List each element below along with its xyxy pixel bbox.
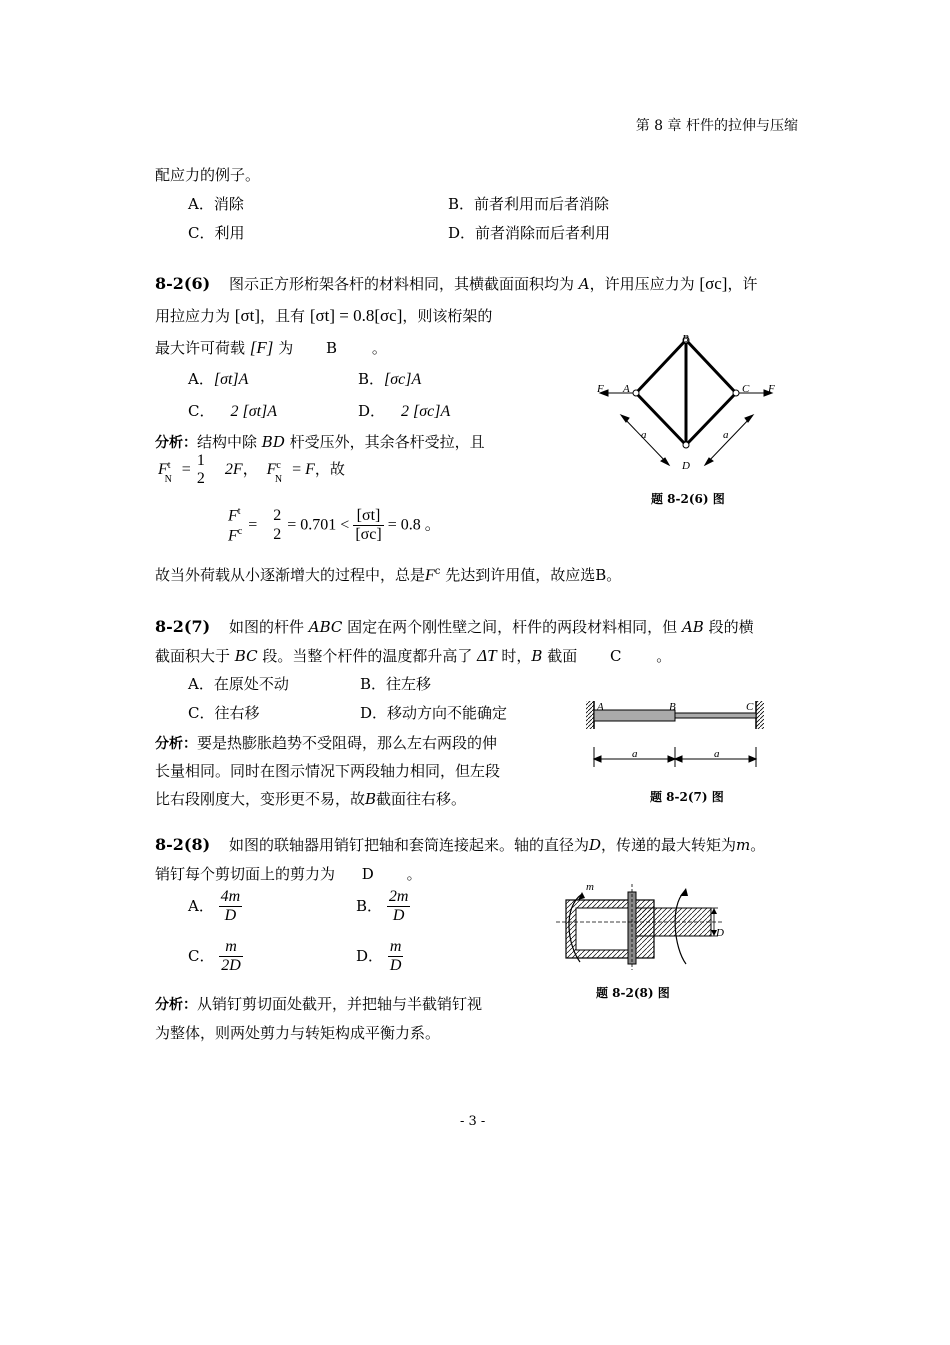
figure-caption-q7: 题 8-2(7) 图 [650, 790, 724, 804]
figure-caption-q6: 题 8-2(6) 图 [651, 492, 725, 506]
label-a-dim-right: a [723, 429, 729, 441]
question-8-2-6: 8-2(6) 图示正方形桁架各杆的材料相同，其横截面面积均为 A，许用压应力为 [σc]，许 [155, 274, 758, 293]
joint-d [683, 442, 689, 448]
label-a-dim-left: a [641, 429, 647, 441]
q8-option-c: C． $\frac{m}{2D}$ [188, 938, 241, 975]
chapter-header: 第 8 章 杆件的拉伸与压缩 [635, 118, 798, 134]
q7-option-b: B．往左移 [360, 675, 432, 693]
label-a-dim-2: a [714, 748, 720, 760]
q6-line3: 最大许可荷载 [F] 为 B 。 [155, 338, 387, 357]
q7-option-c: C．往右移 [188, 704, 260, 722]
q6-conclusion: 故当外荷载从小逐渐增大的过程中，总是$F^c$ 先达到许用值，故应选B。 [155, 566, 622, 584]
pin [628, 892, 636, 964]
bar-figure [580, 695, 775, 775]
label-c: C [746, 701, 754, 713]
q6-option-c: C． 2 [σt]A [188, 402, 278, 420]
label-a: A [597, 701, 604, 713]
q6-equation-2: $F^t$ $F^c$ = 2 2 = 0.701 < $\frac{[\sigma t]}{[\sigma c]}$ = 0.8 。 [228, 506, 441, 545]
q8-analysis-2: 为整体，则两处剪力与转矩构成平衡力系。 [155, 1024, 441, 1042]
label-f-left: F [597, 383, 604, 395]
question-number: 8-2(8) [155, 835, 211, 854]
segment-ab [594, 710, 675, 721]
label-b: B [682, 333, 689, 345]
q8-analysis-1: 分析：从销钉剪切面处截开，并把轴与半截销钉视 [155, 995, 483, 1013]
q6-line2: 用拉应力为 [σt]，且有 [σt] = 0.8[σc]，则该桁架的 [155, 306, 493, 325]
label-m: m [586, 881, 594, 893]
label-d: D [716, 927, 724, 939]
truss-figure [590, 330, 790, 480]
left-wall [586, 701, 594, 729]
answer-q8: D [361, 865, 374, 883]
q6-option-a: A．[σt]A [188, 370, 249, 388]
q6-option-b: B．[σc]A [358, 370, 422, 388]
right-wall [756, 701, 764, 729]
page-number: - 3 - [460, 1114, 486, 1129]
q6-analysis: 分析：结构中除 BD 杆受压外，其余各杆受拉，且 [155, 433, 485, 451]
truss-member-ab [636, 340, 686, 393]
dim-right [706, 416, 752, 464]
intro-option-a: A．消除 [188, 195, 244, 213]
label-b: B [669, 701, 676, 713]
answer-q6: B [326, 339, 338, 357]
joint-c [733, 390, 739, 396]
q8-option-d: D． $\frac{m}{D}$ [356, 938, 402, 975]
q7-analysis-3: 比右段刚度大，变形更不易，故B截面往右移。 [155, 790, 467, 808]
segment-bc [675, 713, 756, 718]
label-f-right: F [768, 383, 775, 395]
question-8-2-8: 8-2(8) 如图的联轴器用销钉把轴和套筒连接起来。轴的直径为D，传递的最大转矩为m。 [155, 835, 766, 854]
q7-option-d: D．移动方向不能确定 [360, 704, 508, 722]
question-8-2-7: 8-2(7) 如图的杆件 ABC 固定在两个刚性壁之间，杆件的两段材料相同，但 AB 段的横 [155, 617, 754, 636]
q7-line2: 截面积大于 BC 段。当整个杆件的温度都升高了 ΔT 时，B 截面 C 。 [155, 646, 672, 665]
q7-option-a: A．在原处不动 [188, 675, 289, 693]
q8-option-a: A． $\frac{4m}{D}$ [188, 888, 241, 925]
q8-option-b: B． $\frac{2m}{D}$ [356, 888, 409, 925]
label-c: C [742, 383, 750, 395]
q7-analysis-2: 长量相同。同时在图示情况下两段轴力相同，但左段 [155, 762, 501, 780]
label-d: D [682, 460, 690, 472]
intro-option-d: D．前者消除而后者利用 [448, 224, 611, 242]
coupling-figure [552, 878, 732, 973]
truss-member-cd [686, 393, 736, 445]
q6-equation-1: $F^t_N$ = 1 2 2F， $F^c_N = F$，故 [158, 452, 345, 488]
label-a-dim-1: a [632, 748, 638, 760]
label-a: A [623, 383, 630, 395]
question-number: 8-2(7) [155, 617, 211, 636]
truss-member-bc [686, 340, 736, 393]
figure-caption-q8: 题 8-2(8) 图 [596, 986, 670, 1000]
continuation-text: 配应力的例子。 [155, 166, 261, 184]
answer-q7: C [610, 647, 622, 665]
sleeve-bore [576, 908, 631, 950]
q7-analysis-1: 分析：要是热膨胀趋势不受阻碍，那么左右两段的伸 [155, 734, 498, 752]
q8-line2: 销钉每个剪切面上的剪力为 D 。 [155, 865, 422, 883]
q6-option-d: D． 2 [σc]A [358, 402, 451, 420]
intro-option-c: C．利用 [188, 224, 245, 242]
intro-option-b: B．前者利用而后者消除 [448, 195, 610, 213]
joint-a [633, 390, 639, 396]
question-number: 8-2(6) [155, 274, 211, 293]
